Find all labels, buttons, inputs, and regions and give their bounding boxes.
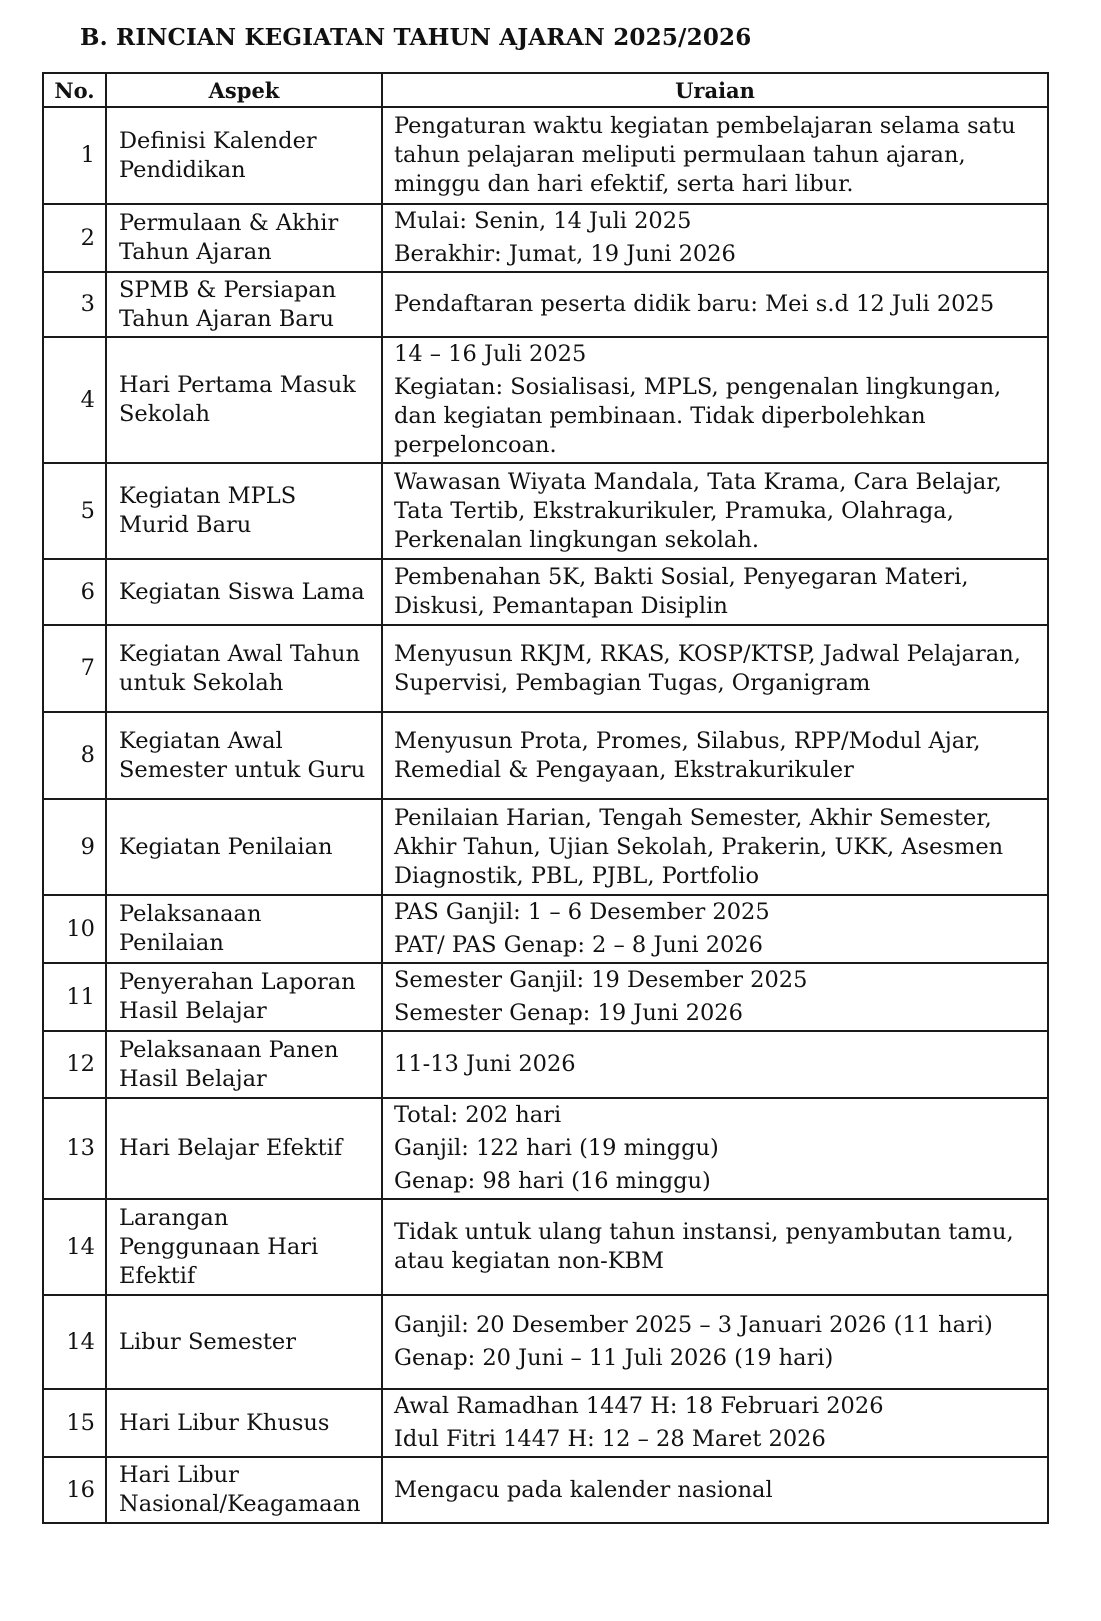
table-row: [43, 1295, 1048, 1389]
uraian-line: PAS Ganjil: 1 – 6 Desember 2025: [394, 899, 770, 925]
header-aspek: Aspek: [106, 73, 382, 107]
uraian-line: Menyusun Prota, Promes, Silabus, RPP/Modul Ajar, Remedial & Pengayaan, Ekstrakurikuler: [394, 727, 981, 783]
uraian-cell: [382, 337, 1048, 463]
aspek-cell: Kegiatan Siswa Lama: [106, 559, 382, 625]
uraian-cell: [382, 559, 1048, 625]
uraian-cell: [382, 625, 1048, 712]
uraian-line: Semester Genap: 19 Juni 2026: [394, 1000, 743, 1026]
header-uraian: Uraian: [382, 73, 1048, 107]
uraian-cell: [382, 204, 1048, 272]
uraian-cell: [382, 712, 1048, 799]
row-number: 2: [43, 204, 106, 272]
aspek-cell: Kegiatan Awal Tahun untuk Sekolah: [106, 625, 382, 712]
uraian-cell: [382, 895, 1048, 963]
table-row: [43, 463, 1048, 559]
uraian-cell: [382, 463, 1048, 559]
uraian-line: Pembenahan 5K, Bakti Sosial, Penyegaran Materi, Diskusi, Pemantapan Disiplin: [394, 564, 969, 619]
uraian-cell: [382, 1389, 1048, 1457]
row-number: 12: [43, 1031, 106, 1098]
row-number: 8: [43, 712, 106, 799]
table-header-row: [43, 73, 1048, 107]
uraian-line: Semester Ganjil: 19 Desember 2025: [394, 967, 808, 993]
table-row: [43, 337, 1048, 463]
uraian-cell: [382, 963, 1048, 1031]
table-row: [43, 963, 1048, 1031]
uraian-cell: [382, 1457, 1048, 1523]
uraian-cell: [382, 1031, 1048, 1098]
aspek-cell: Kegiatan Awal Semester untuk Guru: [106, 712, 382, 799]
uraian-cell: [382, 799, 1048, 895]
table-row: [43, 799, 1048, 895]
aspek-cell: Hari Libur Khusus: [106, 1389, 382, 1457]
aspek-cell: Kegiatan Penilaian: [106, 799, 382, 895]
uraian-line: Berakhir: Jumat, 19 Juni 2026: [394, 241, 736, 267]
uraian-cell: [382, 1295, 1048, 1389]
uraian-line: Pengaturan waktu kegiatan pembelajaran selama satu tahun pelajaran meliputi permulaan tahun ajaran, minggu dan hari efektif, serta hari libur.: [394, 113, 1016, 197]
uraian-line: Tidak untuk ulang tahun instansi, penyambutan tamu, atau kegiatan non-KBM: [394, 1219, 1014, 1274]
aspek-cell: Pelaksanaan Penilaian: [106, 895, 382, 963]
aspek-cell: Hari Belajar Efektif: [106, 1098, 382, 1199]
aspek-cell: Hari Pertama Masuk Sekolah: [106, 337, 382, 463]
table-row: [43, 895, 1048, 963]
table-row: [43, 712, 1048, 799]
uraian-line: Total: 202 hari: [394, 1102, 562, 1128]
uraian-line: Wawasan Wiyata Mandala, Tata Krama, Cara Belajar, Tata Tertib, Ekstrakurikuler, Pramuka, Olahraga, Perkenalan lingkungan sekolah.: [394, 468, 1002, 553]
document-heading: B. RINCIAN KEGIATAN TAHUN AJARAN 2025/2026: [80, 24, 752, 51]
uraian-line: Mulai: Senin, 14 Juli 2025: [394, 208, 692, 234]
row-number: 13: [43, 1098, 106, 1199]
aspek-cell: Kegiatan MPLS Murid Baru: [106, 463, 382, 559]
row-number: 14: [43, 1199, 106, 1295]
table-row: [43, 1031, 1048, 1098]
row-number: 16: [43, 1457, 106, 1523]
header-no: No.: [43, 73, 106, 107]
uraian-line: Ganjil: 20 Desember 2025 – 3 Januari 2026 (11 hari): [394, 1312, 993, 1338]
uraian-line: Idul Fitri 1447 H: 12 – 28 Maret 2026: [394, 1426, 826, 1452]
uraian-line: Pendaftaran peserta didik baru: Mei s.d 12 Juli 2025: [394, 291, 995, 317]
row-number: 9: [43, 799, 106, 895]
row-number: 1: [43, 107, 106, 204]
activity-table: [42, 72, 1049, 1524]
row-number: 5: [43, 463, 106, 559]
aspek-cell: Hari Libur Nasional/Keagamaan: [106, 1457, 382, 1523]
row-number: 3: [43, 272, 106, 337]
uraian-line: Penilaian Harian, Tengah Semester, Akhir Semester, Akhir Tahun, Ujian Sekolah, Prakerin, UKK, Asesmen Diagnostik, PBL, PJBL, Portfolio: [394, 804, 1004, 889]
uraian-cell: [382, 272, 1048, 337]
table-row: [43, 107, 1048, 204]
aspek-cell: Pelaksanaan Panen Hasil Belajar: [106, 1031, 382, 1098]
uraian-line: 11-13 Juni 2026: [394, 1051, 576, 1077]
table-body: [43, 107, 1048, 1523]
uraian-line: Genap: 98 hari (16 minggu): [394, 1168, 711, 1194]
row-number: 6: [43, 559, 106, 625]
uraian-line: Mengacu pada kalender nasional: [394, 1476, 773, 1503]
table-row: [43, 1389, 1048, 1457]
row-number: 11: [43, 963, 106, 1031]
uraian-cell: [382, 1098, 1048, 1199]
aspek-cell: Definisi Kalender Pendidikan: [106, 107, 382, 204]
aspek-cell: Penyerahan Laporan Hasil Belajar: [106, 963, 382, 1031]
row-number: 7: [43, 625, 106, 712]
row-number: 14: [43, 1295, 106, 1389]
table-row: [43, 272, 1048, 337]
table-row: [43, 1199, 1048, 1295]
uraian-line: Kegiatan: Sosialisasi, MPLS, pengenalan lingkungan, dan kegiatan pembinaan. Tidak diperbolehkan perpeloncoan.: [394, 374, 1002, 458]
uraian-line: PAT/ PAS Genap: 2 – 8 Juni 2026: [394, 932, 763, 958]
row-number: 4: [43, 337, 106, 463]
uraian-line: Genap: 20 Juni – 11 Juli 2026 (19 hari): [394, 1345, 834, 1371]
aspek-cell: Libur Semester: [106, 1295, 382, 1389]
row-number: 10: [43, 895, 106, 963]
uraian-cell: [382, 107, 1048, 204]
aspek-cell: SPMB & Persiapan Tahun Ajaran Baru: [106, 272, 382, 337]
uraian-line: Awal Ramadhan 1447 H: 18 Februari 2026: [394, 1393, 884, 1419]
uraian-cell: [382, 1199, 1048, 1295]
table-row: [43, 1098, 1048, 1199]
table-row: [43, 625, 1048, 712]
aspek-cell: Larangan Penggunaan Hari Efektif: [106, 1199, 382, 1295]
table-row: [43, 1457, 1048, 1523]
uraian-line: 14 – 16 Juli 2025: [394, 341, 587, 367]
uraian-line: Ganjil: 122 hari (19 minggu): [394, 1135, 719, 1161]
uraian-line: Menyusun RKJM, RKAS, KOSP/KTSP, Jadwal Pelajaran, Supervisi, Pembagian Tugas, Organigram: [394, 640, 1021, 696]
table-row: [43, 204, 1048, 272]
row-number: 15: [43, 1389, 106, 1457]
table-row: [43, 559, 1048, 625]
aspek-cell: Permulaan & Akhir Tahun Ajaran: [106, 204, 382, 272]
